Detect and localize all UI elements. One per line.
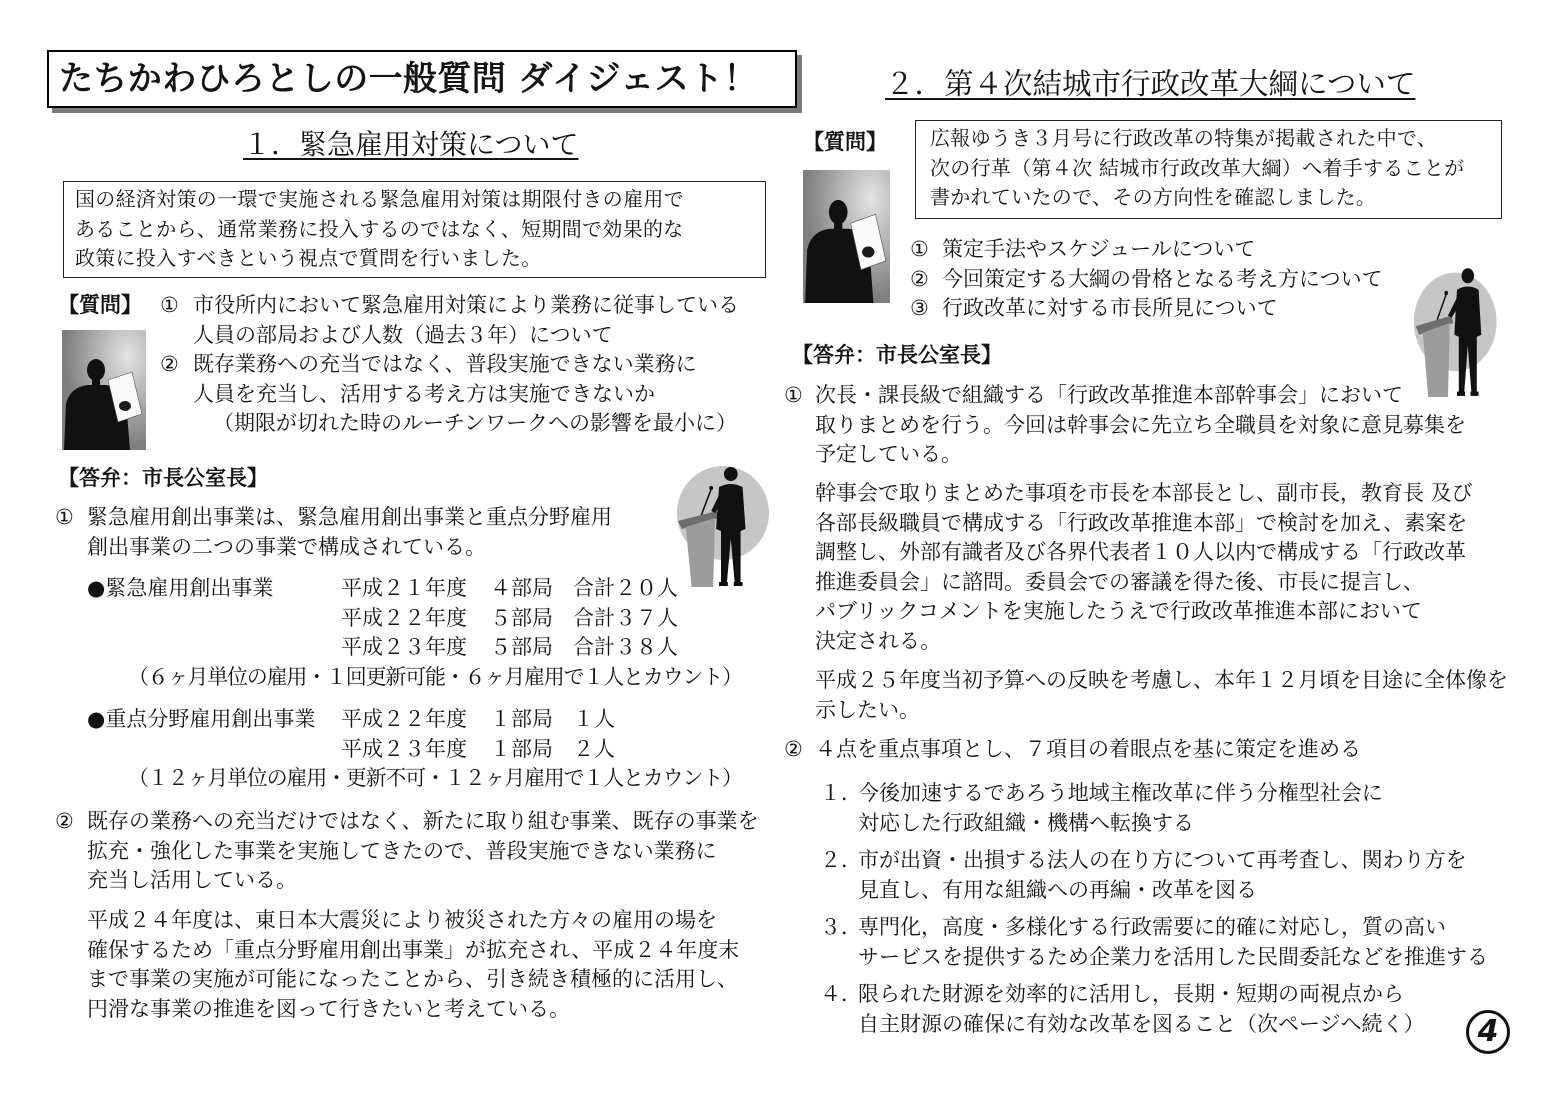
paragraph-line: パブリックコメントを実施したうえで行政改革推進本部において: [815, 599, 1422, 623]
intro-line: 書かれていたので、その方向性を確認しました。: [930, 185, 1377, 209]
focus-point-list: [820, 779, 1488, 1039]
answer-item: [55, 807, 759, 896]
program-depts: ５部局: [490, 635, 553, 659]
answer-line: 充当し活用している。: [87, 868, 297, 892]
answer-line: 既存の業務への充当だけではなく、新たに取り組む事業、既存の事業を: [87, 809, 759, 833]
questioner-image: [62, 330, 146, 450]
questioner-illustration-icon: [62, 330, 146, 450]
question-line: 人員を充当し、活用する考え方は実施できないか: [193, 381, 655, 406]
focus-point-number: ３．: [820, 915, 862, 939]
program-year: 平成２３年度: [341, 635, 467, 659]
focus-point-line: 自主財源の確保に有効な改革を図ること（次ページへ続く）: [858, 1011, 1425, 1036]
answer-line: 緊急雇用創出事業は、緊急雇用創出事業と重点分野雇用: [87, 505, 612, 529]
paragraph-line: 平成２４年度は、東日本大震災により被災された方々の雇用の場を: [87, 908, 717, 932]
answer-number: ②: [55, 809, 74, 833]
focus-point-line: サービスを提供するため企業力を活用した民間委託などを推進する: [858, 944, 1488, 969]
focus-point-item: [820, 980, 1488, 1039]
focus-point-item: [820, 779, 1488, 838]
answer-line: ４点を重点事項とし、７項目の着眼点を基に策定を進める: [815, 737, 1361, 761]
program-total: 合計２０人: [573, 576, 678, 600]
answer-item: [784, 735, 1361, 765]
focus-point-number: ４．: [820, 982, 862, 1006]
paragraph-line: 確保するため「重点分野雇用創出事業」が拡充され、平成２４年度末: [87, 937, 740, 962]
section1-question-list: [160, 291, 739, 439]
focus-point-line: 見直し、有用な組織への再編・改革を図る: [858, 877, 1257, 902]
section2-answer-label: 【答弁：市長公室長】: [792, 343, 1002, 367]
question-line: 行政改革に対する市長所見について: [942, 296, 1278, 320]
intro-line: 政策に投入すべきという視点で質問を行いました。: [75, 246, 542, 270]
question-item: [910, 294, 1383, 324]
question-note: （期限が切れた時のルーチンワークへの影響を最小に）: [213, 411, 737, 435]
question-number: ②: [160, 352, 179, 376]
question-line: 策定手法やスケジュールについて: [942, 237, 1256, 261]
page-title: たちかわひろとしの一般質問 ダイジェスト！: [59, 59, 758, 99]
paragraph-line: 幹事会で取りまとめた事項を市長を本部長とし、副市長，教育長 及び: [815, 481, 1473, 505]
paragraph-line: 推進委員会」に諮問。委員会での審議を得た後、市長に提言し、: [815, 569, 1424, 594]
question-number: ③: [910, 296, 929, 320]
program-row: [87, 574, 777, 604]
answer-number: ①: [784, 383, 803, 407]
question-item: [160, 291, 739, 350]
program-name: ●重点分野雇用創出事業: [87, 707, 316, 731]
questioner-illustration-icon: [803, 170, 890, 303]
section2-answer2: [784, 735, 1361, 765]
program-row: [87, 735, 777, 765]
answer-line: 拡充・強化した事業を実施してきたので、普段実施できない業務に: [87, 838, 717, 863]
question-item: [910, 235, 1383, 265]
program-note: （１２ヶ月単位の雇用・更新不可・１２ヶ月雇用で１人とカウント）: [128, 766, 742, 790]
program-depts: １部局: [490, 707, 553, 731]
speaker-image: [672, 463, 770, 587]
speaker-at-podium-icon: [1412, 264, 1502, 397]
paragraph-line: 示したい。: [815, 697, 920, 722]
questioner-image: [803, 170, 890, 303]
answer-line: 創出事業の二つの事業で構成されている。: [87, 534, 486, 559]
program-depts: ５部局: [490, 605, 553, 630]
focus-point-line: 対応した行政組織・機構へ転換する: [858, 810, 1194, 835]
speaker-at-podium-icon: [672, 463, 770, 587]
focus-point-line: 今後加速するであろう地域主権改革に伴う分権型社会に: [858, 781, 1383, 805]
section2-question-label: 【質問】: [803, 130, 887, 154]
program-name: ●緊急雇用創出事業: [87, 576, 274, 600]
intro-line: 次の行革（第４次 結城市行政改革大綱）へ着手することが: [930, 155, 1465, 180]
question-line: 人員の部局および人数（過去３年）について: [193, 322, 613, 347]
program-total: 合計３７人: [573, 605, 678, 630]
answer-number: ①: [55, 505, 74, 529]
program-year: 平成２２年度: [341, 707, 467, 731]
focus-point-item: [820, 913, 1488, 972]
section2-intro-box: [915, 120, 1502, 219]
focus-point-number: ２．: [820, 848, 862, 872]
answer-item: [55, 503, 612, 562]
question-line: 今回策定する大綱の骨格となる考え方について: [942, 266, 1383, 291]
section2-heading: ２．第４次結城市行政改革大綱について: [885, 67, 1416, 101]
intro-line: 国の経済対策の一環で実施される緊急雇用対策は期限付きの雇用で: [75, 187, 684, 211]
answer-line: 取りまとめを行う。今回は幹事会に先立ち全職員を対象に意見募集を: [815, 412, 1466, 437]
answer-line: 次長・課長級で組織する「行政改革推進本部幹事会」において: [815, 383, 1403, 407]
section2-question-list: [910, 235, 1383, 324]
program-depts: １部局: [490, 736, 553, 761]
focus-point-number: １．: [820, 781, 862, 805]
speaker-image: [1412, 264, 1502, 397]
focus-point-item: [820, 846, 1488, 905]
section2-answer1: [784, 381, 1466, 470]
intro-line: あることから、通常業務に投入するのではなく、短期間で効果的な: [75, 216, 684, 241]
answer-number: ②: [784, 737, 803, 761]
paragraph-line: 決定される。: [815, 628, 941, 653]
section1-question-label: 【質問】: [58, 293, 142, 317]
paragraph-line: 各部長級職員で構成する「行政改革推進本部」で検討を加え、素案を: [815, 510, 1468, 535]
program-row: [87, 705, 777, 735]
intro-line: 広報ゆうき３月号に行政改革の特集が掲載された中で、: [930, 126, 1438, 150]
program-year: 平成２１年度: [341, 576, 467, 600]
title-box: [47, 50, 797, 108]
paragraph-line: 円滑な事業の推進を図って行きたいと考えている。: [87, 996, 570, 1021]
program-year: 平成２２年度: [341, 605, 467, 630]
section2-answer1-paragraph2: [815, 666, 1508, 725]
focus-point-line: 限られた財源を効率的に活用し，長期・短期の両視点から: [858, 982, 1404, 1006]
answer-item: [784, 381, 1466, 470]
program-depts: ４部局: [490, 576, 553, 600]
focus-point-line: 専門化，高度・多様化する行政需要に的確に対応し，質の高い: [858, 915, 1446, 939]
question-number: ①: [160, 293, 179, 317]
program-table-priority: [87, 705, 777, 794]
program-note: （６ヶ月単位の雇用・１回更新可能・６ヶ月雇用で１人とカウント）: [128, 664, 742, 689]
question-item: [160, 350, 739, 439]
answer-line: 予定している。: [815, 442, 962, 466]
paragraph-line: まで事業の実施が可能になったことから、引き続き積極的に活用し、: [87, 967, 738, 991]
section1-intro-box: [63, 181, 766, 278]
section1-answer-label: 【答弁：市長公室長】: [58, 466, 268, 490]
question-item: [910, 265, 1383, 295]
paragraph-line: 調整し、外部有識者及び各界代表者１０人以内で構成する「行政改革: [815, 540, 1466, 564]
focus-point-line: 市が出資・出損する法人の在り方について再考査し、関わり方を: [858, 848, 1467, 872]
program-total: ２人: [573, 736, 615, 761]
program-table-emergency: [87, 574, 777, 692]
program-row: [87, 604, 777, 634]
question-number: ②: [910, 266, 929, 291]
program-total: 合計３８人: [573, 635, 678, 659]
section1-answer2: [55, 807, 759, 896]
section2-answer1-paragraph1: [815, 479, 1473, 656]
section1-heading: １．緊急雇用対策について: [243, 128, 579, 161]
page-number: 4: [1466, 1010, 1510, 1054]
question-number: ①: [910, 237, 929, 261]
question-line: 市役所内において緊急雇用対策により業務に従事している: [193, 293, 739, 317]
question-line: 既存業務への充当ではなく、普段実施できない業務に: [193, 352, 697, 376]
section1-answer1: [55, 503, 612, 562]
program-row: [87, 633, 777, 663]
section1-answer2-paragraph: [87, 906, 739, 1024]
program-total: １人: [573, 707, 615, 731]
program-year: 平成２３年度: [341, 736, 467, 761]
paragraph-line: 平成２５年度当初予算への反映を考慮し、本年１２月頃を目途に全体像を: [815, 668, 1508, 692]
